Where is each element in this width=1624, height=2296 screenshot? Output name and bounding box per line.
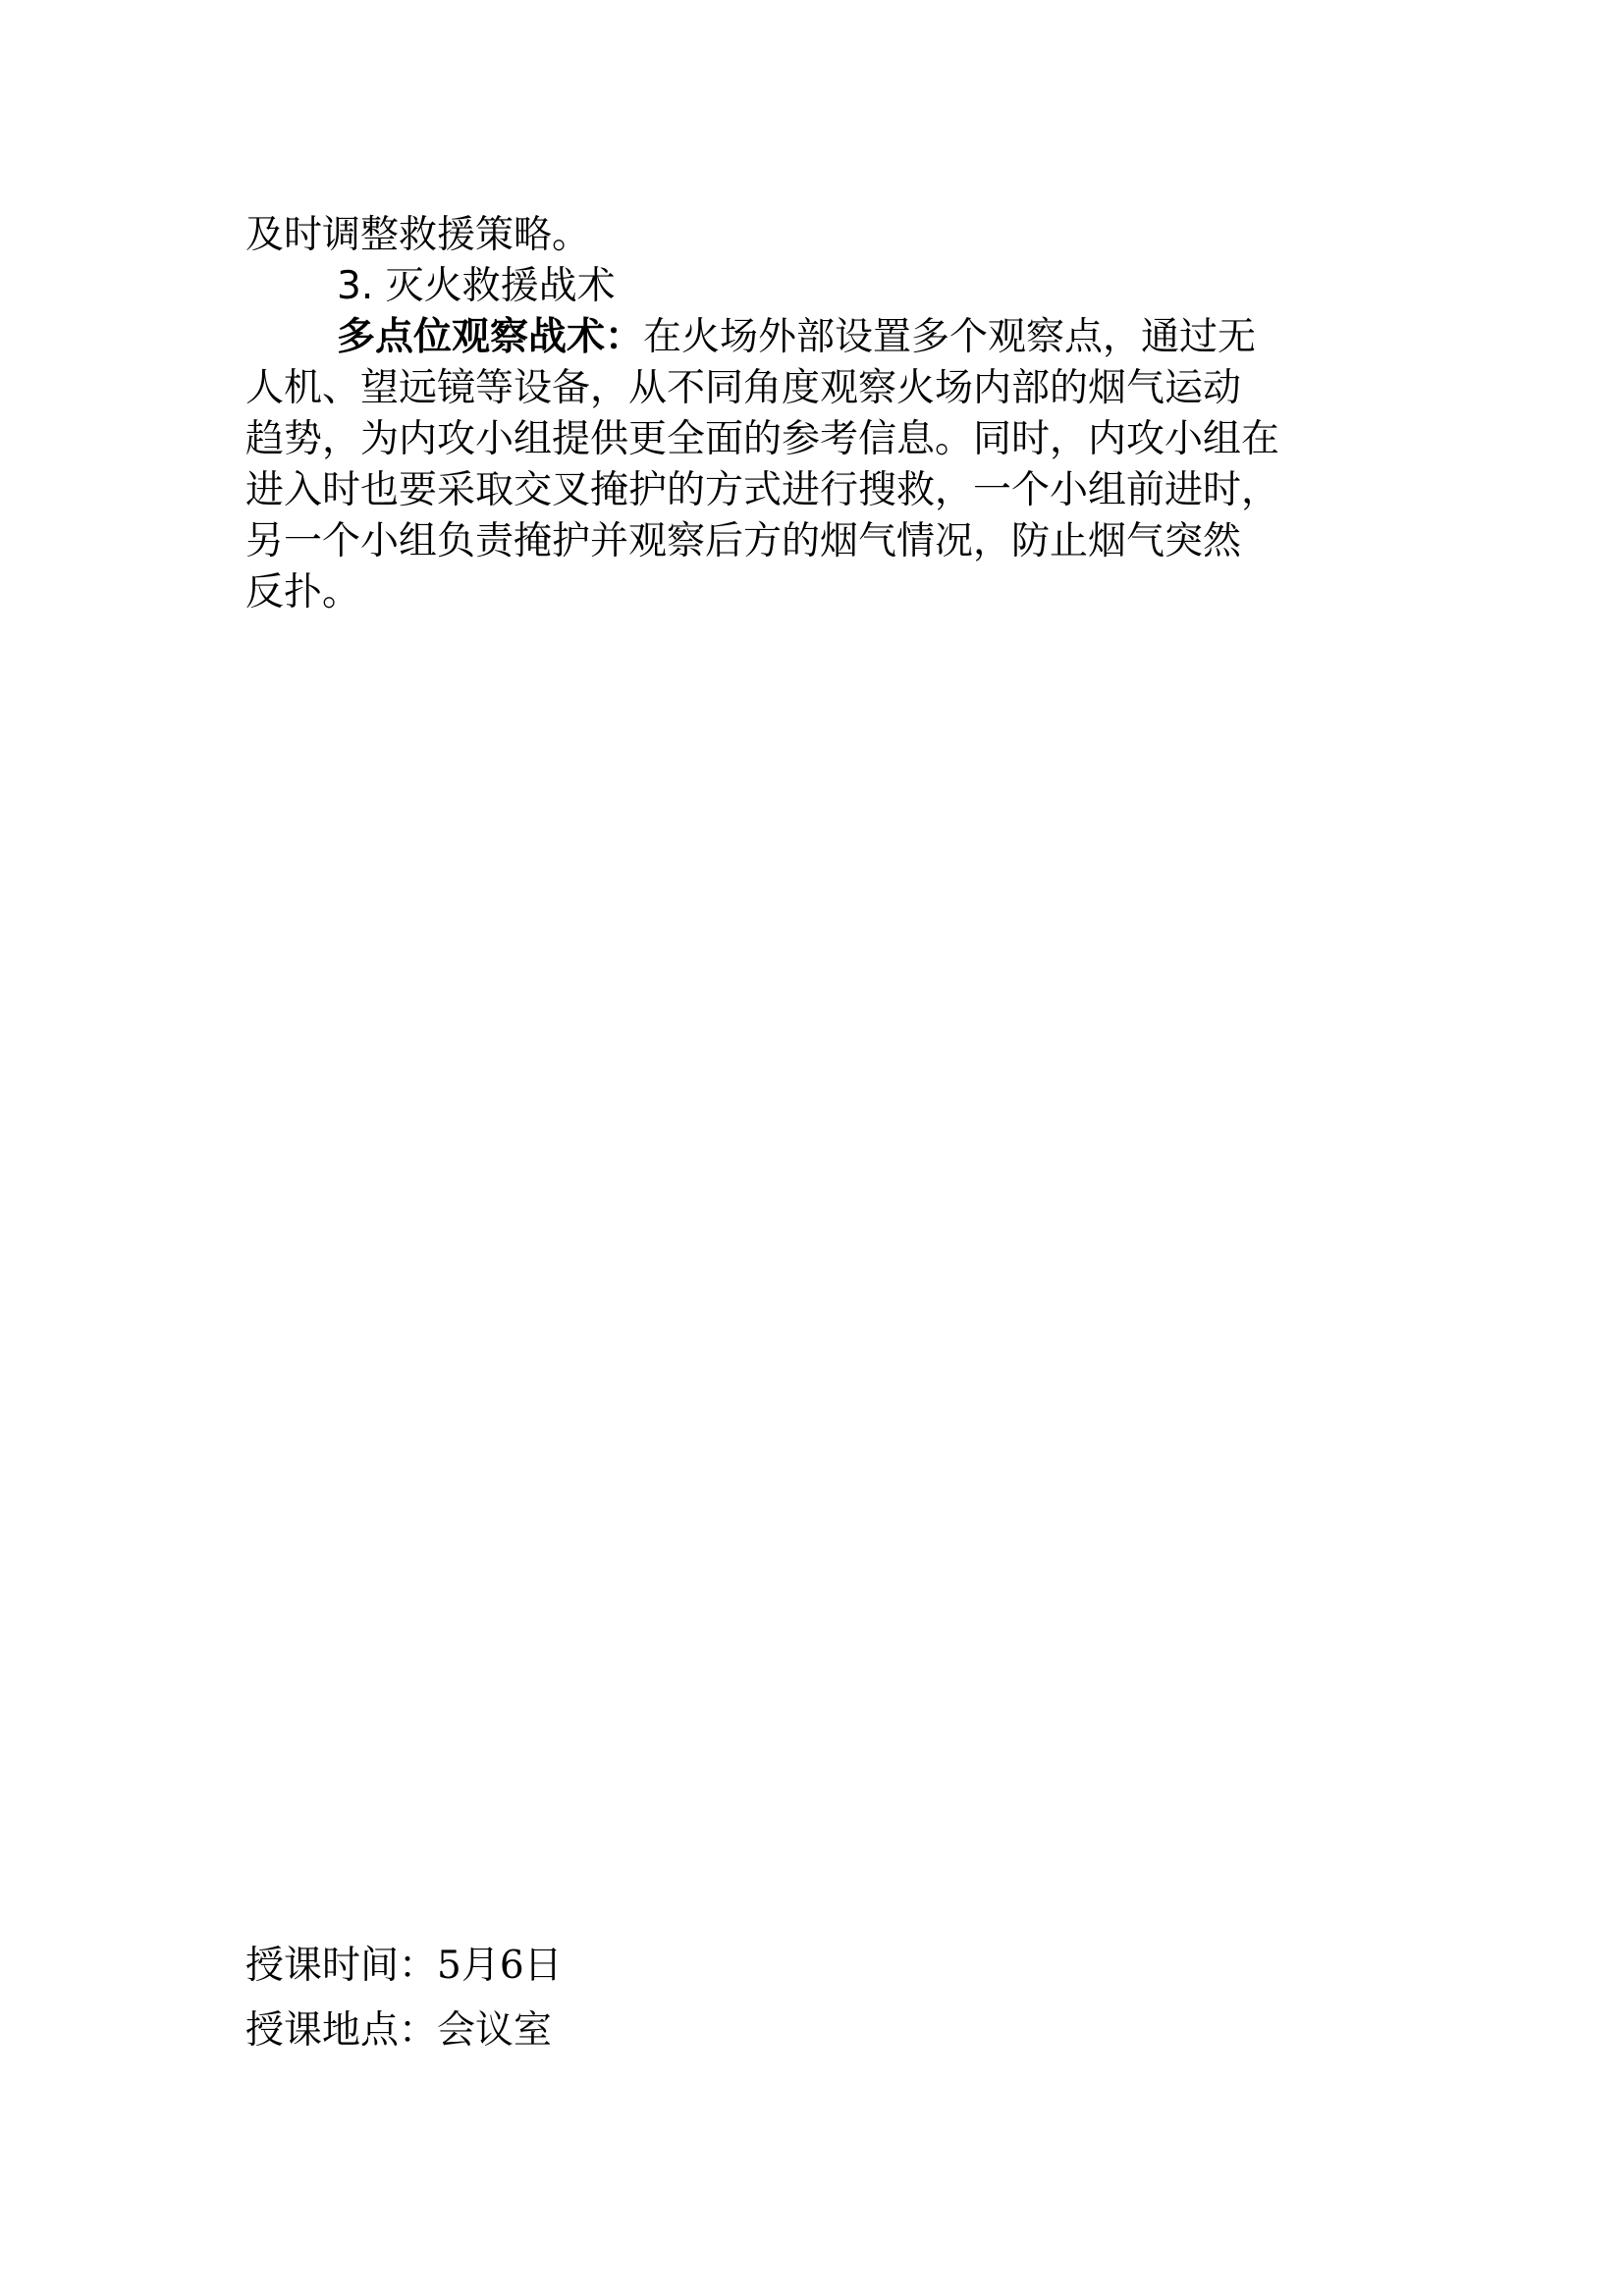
paragraph-line-2: 人机、望远镜等设备，从不同角度观察火场内部的烟气运动 [245, 366, 1242, 410]
continuation-line: 及时调整救援策略。 [245, 213, 591, 257]
paragraph-line-5: 另一个小组负责掩护并观察后方的烟气情况，防止烟气突然 [245, 519, 1242, 563]
lesson-info [245, 1934, 1129, 2063]
paragraph-line-6: 反扑。 [245, 570, 361, 614]
document-body [245, 210, 1404, 618]
lesson-location-label: 授课地点： [245, 2008, 438, 2053]
lesson-time-value: 5月6日 [437, 1944, 563, 1988]
paragraph-line-3: 趋势，为内攻小组提供更全面的参考信息。同时，内攻小组在 [245, 417, 1280, 461]
paragraph-text-1: 在火场外部设置多个观察点，通过无 [643, 315, 1257, 359]
lesson-time [245, 1934, 1129, 1999]
paragraph-lead: 多点位观察战术： [337, 315, 644, 359]
lesson-location-value: 会议室 [437, 2008, 553, 2053]
lesson-location [245, 1999, 1129, 2063]
paragraph-line-1 [245, 312, 1404, 363]
section-heading: 3. 灭火救援战术 [337, 264, 616, 308]
lesson-time-label: 授课时间： [245, 1944, 438, 1988]
paragraph-line-4: 进入时也要采取交叉掩护的方式进行搜救，一个小组前进时， [245, 468, 1280, 512]
